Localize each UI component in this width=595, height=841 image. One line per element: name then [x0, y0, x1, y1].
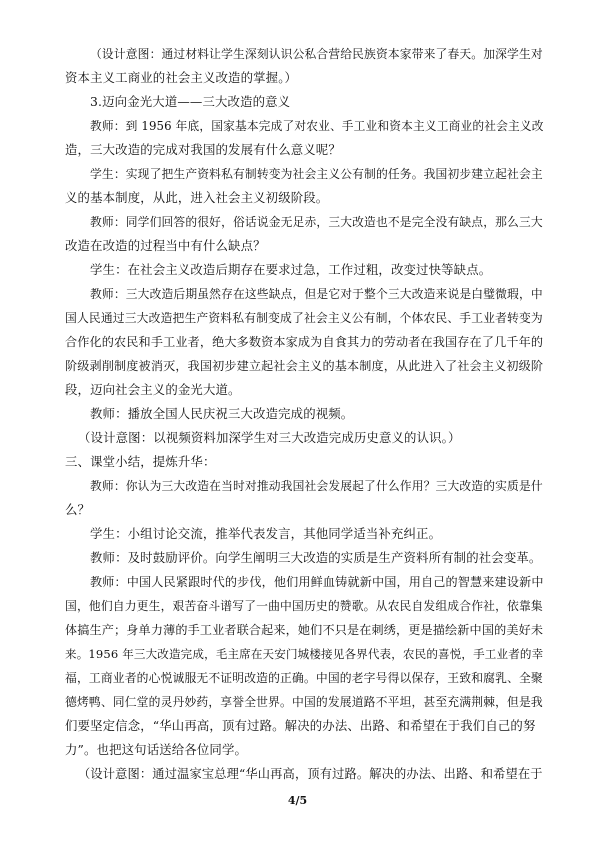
- text-line: 教师：你认为三大改造在当时对推动我国社会发展起了什么作用？三大改造的实质是什: [90, 479, 543, 493]
- text-line: 教师：中国人民紧跟时代的步伐，他们用鲜血铸就新中国，用自己的智慧来建设新中: [90, 575, 544, 589]
- text-line: 学生：小组讨论交流，推举代表发言，其他同学适当补充纠正。: [90, 526, 442, 541]
- text-line: 义的基本制度，从此，进入社会主义初级阶段。: [65, 190, 329, 205]
- text-line: 国人民通过三大改造把生产资料私有制变成了社会主义公有制，个体农民、手工业者转变为: [65, 311, 543, 325]
- text-line: 福，工商业者的心悦诚服无不证明改造的正确。中国的老字号得以保存，王致和腐乳、全聚: [65, 671, 543, 685]
- text-line: 国，他们自力更生，艰苦奋斗谱写了一曲中国历史的赞歌。从农民自发组成合作社，依靠集: [65, 599, 543, 613]
- text-line: 德烤鸭、同仁堂的灵丹妙药，享誉全世界。中国的发展道路不平坦，甚至充满荆棘，但是我: [65, 695, 543, 709]
- text-line: 合作化的农民和手工业者，绝大多数资本家成为自食其力的劳动者在我国存在了几千年的: [65, 335, 544, 349]
- text-line: （设计意图：以视频资料加深学生对三大改造完成历史意义的认识。）: [78, 430, 461, 445]
- text-line: 教师：三大改造后期虽然存在这些缺点，但是它对于整个三大改造来说是白璧微瑕，中: [90, 287, 543, 301]
- text-line: 段，迈向社会主义的金光大道。: [65, 382, 241, 397]
- text-line: 阶级剥削制度被消灭，我国初步建立起社会主义的基本制度，从此进入了社会主义初级阶: [65, 359, 544, 373]
- text-line: 改造在改造的过程当中有什么缺点？: [65, 238, 266, 253]
- text-line: 们要坚定信念，“华山再高，顶有过路。解决的办法、出路、和希望在于我们自己的努: [65, 718, 536, 733]
- text-line: （设计意图：通过材料让学生深刻认识公私合营给民族资本家带来了春天。加深学生对: [90, 47, 543, 61]
- text-line: 力”。也把这句话送给各位同学。: [65, 742, 248, 757]
- text-line: 学生：在社会主义改造后期存在要求过急，工作过粗，改变过快等缺点。: [90, 262, 492, 277]
- text-line: 来。1956 年三大改造完成，毛主席在天安门城楼接见各界代表，农民的喜悦，手工业者的幸: [65, 647, 544, 661]
- text-line: 教师：到 1956 年底，国家基本完成了对农业、手工业和资本主义工商业的社会主义改: [90, 119, 544, 133]
- text-line: 体搞生产；身单力薄的手工业者联合起来，她们不只是在刺绣，更是描绘新中国的美好未: [65, 623, 544, 637]
- section-heading: 三、课堂小结，提炼升华：: [65, 454, 216, 469]
- text-line: （设计意图：通过温家宝总理“华山再高，顶有过路。解决的办法、出路、和希望在于: [78, 767, 543, 781]
- text-line: 学生：实现了把生产资料私有制转变为社会主义公有制的任务。我国初步建立起社会主: [90, 167, 543, 181]
- text-line: 么？: [65, 502, 91, 517]
- text-line: 教师：同学们回答的很好，俗话说金无足赤，三大改造也不是完全没有缺点，那么三大: [90, 215, 543, 229]
- section-heading: 3.迈向金光大道——三大改造的意义: [90, 94, 291, 109]
- page-number: 4/5: [287, 794, 308, 807]
- text-line: 资本主义工商业的社会主义改造的掌握。）: [65, 70, 298, 85]
- text-line: 教师：及时鼓励评价。向学生阐明三大改造的实质是生产资料所有制的社会变革。: [90, 550, 542, 565]
- text-line: 教师：播放全国人民庆祝三大改造完成的视频。: [90, 406, 354, 421]
- text-line: 造，三大改造的完成对我国的发展有什么意义呢？: [65, 142, 341, 157]
